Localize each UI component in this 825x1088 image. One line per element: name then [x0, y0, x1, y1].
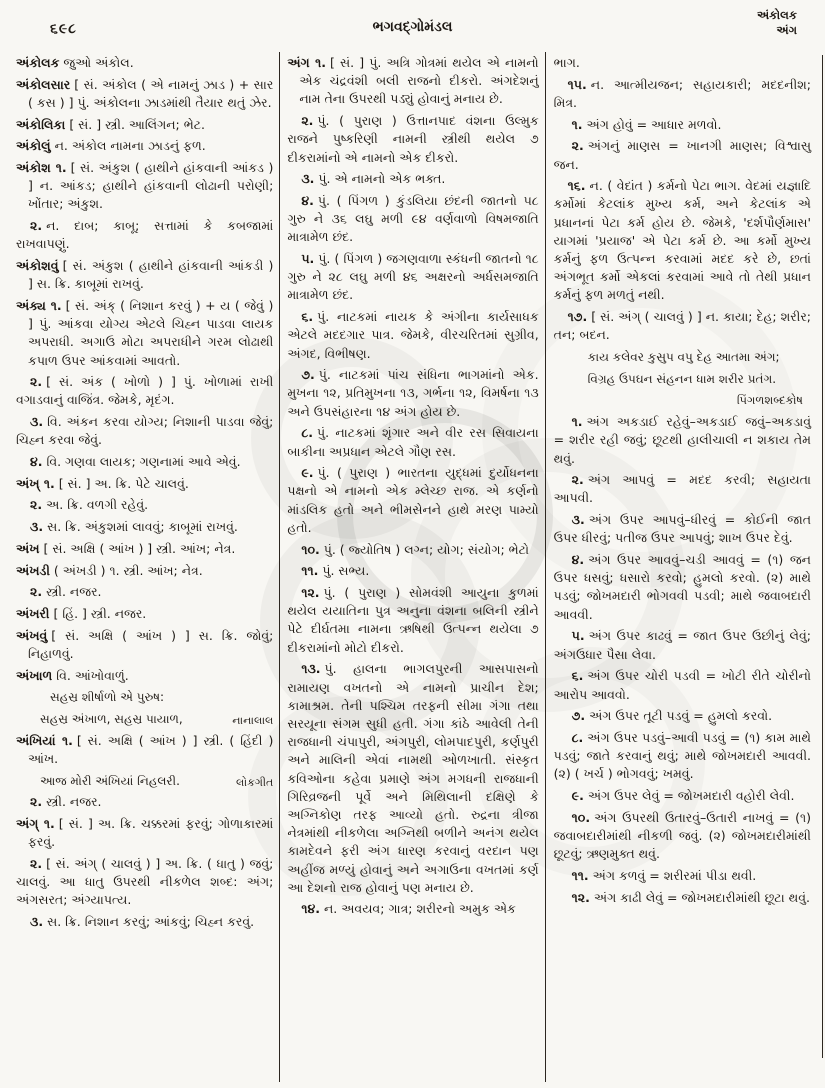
- headword: ૧૧.: [301, 563, 319, 579]
- paragraph-text: વિ. ગણવા લાયક; ગણનામાં આવે એવું.: [46, 454, 241, 470]
- dict-paragraph: [16, 583, 273, 601]
- paragraph-text: અંગ ઉપર કાઢવું = જાત ઉપર ઉછીનું લેવું; અંગઉધાર પૈસા લેવા.: [553, 628, 811, 662]
- paragraph-text: પિંગળશબ્દકોષ: [736, 393, 803, 408]
- dict-paragraph: [287, 464, 538, 537]
- paragraph-text: સહસ્ર શીર્ષાળો એ પુરુષ:: [50, 690, 165, 705]
- dict-paragraph: [554, 471, 811, 507]
- paragraph-text: ભાગ.: [553, 55, 580, 70]
- dict-paragraph: [554, 413, 811, 468]
- headword: ૭.: [301, 367, 315, 383]
- paragraph-text: પું. ( જ્યોતિષ ) લગ્ન; યોગ; સંયોગ; ભેટો: [323, 541, 530, 557]
- paragraph-text: પું. ( પિંગળ ) જગણવાળા સ્કંધની જાતનો ૧૮ ગુરુ ને ૨૮ લઘુ મળી ૪૬ અક્ષરનો અર્ધસમજાતિ માત્રામેળ છંદ.: [287, 251, 539, 303]
- headword: ૧૦.: [571, 809, 591, 825]
- headword: ૧૬.: [567, 178, 586, 194]
- paragraph-text: સ. ક્રિ. અંકુશમાં લાવવું; કાબૂમાં રાખવું.: [47, 519, 238, 535]
- paragraph-text: અંગ ઉપર લેવું = જોખમદારી વહોરી લેવી.: [587, 788, 795, 804]
- headword: ૫.: [571, 628, 585, 644]
- paragraph-text: કાય કલેવર કુસુપ વપુ દેહ આતમા અંગ;: [587, 350, 780, 365]
- paragraph-text: [ સં. અંકોલ ( એ નામનું ઝાડ ) + સાર ( કસ ) ] પું. અંકોલના ઝાડમાંથી તૈયાર થતું ઝેર.: [28, 76, 274, 110]
- paragraph-text: અંગ આપવું = મદદ કરવી; સહાયતા આપવી.: [553, 472, 811, 506]
- headword: અંગ ૧.: [287, 55, 327, 70]
- dict-paragraph: [287, 584, 538, 657]
- headword: ૧૩.: [301, 661, 321, 677]
- headword: ૪.: [571, 552, 585, 568]
- paragraph-text: અંગ ઉપર આવવું–ચડી આવવું = (૧) જન ઉપર ધસવું; ધસારો કરવો; હુમલો કરવો. (૨) માથે પડવું; જોખમદારી ભોગવવી પડવી; માથે જવાબદારી આવવી.: [553, 552, 811, 622]
- dict-paragraph: [16, 76, 273, 112]
- paragraph-text: સ્ત્રી. નજર.: [46, 794, 102, 810]
- dict-paragraph: [287, 366, 538, 421]
- catchword-bottom: અંગ: [776, 23, 797, 37]
- paragraph-text: [ સં. અક્ષિ ( આંખ ) ] સ. ક્રિ. જોવું; નિહાળવું.: [28, 627, 274, 661]
- headword: ૧.: [571, 116, 583, 132]
- dict-paragraph: [16, 475, 273, 493]
- headword: ૨.: [30, 497, 43, 513]
- paragraph-text: અંગ ઉપર તૂટી પડવું = હુમલો કરવો.: [589, 708, 773, 724]
- dict-paragraph: [287, 250, 538, 305]
- headword: ૩.: [571, 512, 585, 528]
- dict-paragraph: [16, 540, 273, 558]
- dict-paragraph: [16, 855, 273, 910]
- dict-paragraph: [16, 815, 273, 851]
- paragraph-text: [ હિં. ] સ્ત્રી. નજર.: [53, 605, 147, 621]
- dict-paragraph: [16, 373, 273, 409]
- headword: અંખડી: [16, 562, 50, 578]
- headword: ૧૫.: [567, 76, 587, 92]
- paragraph-text: ન. અવયવ; ગાત્ર; શરીરનો અમુક એક: [323, 901, 516, 917]
- page-number: ૬૯૮: [50, 21, 77, 37]
- paragraph-text: [ સં. અંકુશ ( હાથીને હાંકવાની આંકડ ) ] ન. આંકડ; હાથીને હાંકવાની લોઢાની પરોણી; ખોંતાર; અંકુશ.: [28, 160, 274, 212]
- paragraph-text: [ સં. અંકુશ ( હાથીને હાંકવાની આંકડી ) ] સ. ક્રિ. કાબૂમાં રાખવું.: [28, 258, 274, 292]
- dict-paragraph: [554, 308, 811, 344]
- headword: અંખ્ ૧.: [16, 475, 55, 491]
- paragraph-text: અંગ ઉપર ચોરી પડવી = ખોટી રીતે ચોરીનો આરોપ આવવો.: [553, 668, 811, 702]
- paragraph-text: પું. ( પુરાણ ) ભારતના યુદ્ધમાં દુર્યોધનના પક્ષનો એ નામનો એક મ્લેચ્છ રાજ. એ કર્ણનો માંડલિક હતો અને ભીમસેનને હાથે મરણ પામ્યો હતો.: [287, 465, 539, 535]
- dict-paragraph: [554, 627, 811, 663]
- paragraph-text: અંગ ઉપર આપવું–ધીરવું = કોઈની જાત ઉપર ધીરવું; પતીજ ઉપર આપવું; શાખ ઉપર દેવું.: [553, 512, 811, 546]
- paragraph-text: [ સં. ] પું. અત્રિ ગોત્રમાં થયેલ એ નામનો એક ચંદ્રવંશી બલી રાજનો દીકરો. અંગદેશનું નામ તેના ઉપરથી પડ્યું હોવાનું મનાય છે.: [299, 55, 539, 107]
- paragraph-text: અંગ અકડાઈ રહેવું–અકડાઈ જવું–અકડાવું = શરીર રહી જવું; છૂટથી હાલીચાલી ન શકાય તેમ થવું.: [553, 414, 811, 466]
- headword: ૫.: [301, 251, 315, 267]
- headword: ૧૨.: [301, 584, 320, 600]
- dict-paragraph: [287, 54, 538, 109]
- headword: ૧૪.: [301, 901, 320, 917]
- headword: ૨.: [571, 138, 584, 154]
- paragraph-text: ન. આત્મીયજન; સહાયકારી; મદદનીશ; મિત્ર.: [553, 76, 811, 110]
- dict-paragraph: [287, 562, 538, 580]
- dict-paragraph: [554, 551, 811, 624]
- dict-paragraph: [16, 732, 273, 768]
- dict-paragraph: [16, 627, 273, 663]
- headword: ૨.: [301, 113, 314, 129]
- paragraph-text: અંગ હોવું = આધાર મળવો.: [586, 116, 722, 132]
- paragraph-text: જુઓ અંકોલ.: [63, 55, 134, 70]
- dict-paragraph: [16, 297, 273, 370]
- dict-paragraph: [554, 116, 811, 134]
- paragraph-text: પું. નાટકમાં નાયક કે અંગીના કાર્યસાધક એટલે મદદગાર પાત્ર. જેમકે, વીરચરિતમાં સુગ્રીવ, અંગદ, વિભીષણ.: [287, 309, 539, 361]
- headword: ૨.: [30, 794, 43, 810]
- dict-paragraph: [287, 192, 538, 247]
- dict-paragraph: [554, 889, 811, 907]
- paragraph-text: પું. હાલના ભાગલપુરની આસપાસનો રામાયણ વખતનો એ નામનો પ્રાચીન દેશ; કામાશ્રમ. તેની પશ્ચિમ તરફની સીમા ગંગા તથા સરયૂના સંગમ સુધી હતી. ગંગા કાંઠે આવેલી તેની રાજધાની ચંપાપુરી, અંગપુરી, લોમપાદપુરી, કર્ણપુરી અને માલિની એવાં નામથી ઓળખાતી. સંસ્કૃત કવિઓના કહેવા પ્રમાણે અંગ મગધની રાજધાની ગિરિવ્રજની પૂર્વે અને મિથિલાની દક્ષિણે કે અગ્નિકોણ તરફ આવ્યો હતો. રુદ્રના ત્રીજા નેત્રમાંથી નીકળેલા અગ્નિથી બળીને અનંગ થયેલ કામદેવને ફરી અંગ ધારણ કરવાનું વરદાન પણ અહીંજ મળ્યું હોવાનું અને અગાઉના વખતમાં કર્ણ આ દેશનો રાજ હોવાનું પણ મનાય છે.: [287, 661, 539, 895]
- dict-paragraph: [16, 772, 273, 790]
- dict-paragraph: [16, 710, 273, 728]
- headword: અંકોલસાર: [16, 76, 71, 92]
- headword: ૧.: [571, 414, 583, 430]
- dict-paragraph: [16, 453, 273, 471]
- dict-paragraph: [16, 217, 273, 253]
- column-3: [546, 52, 813, 1082]
- headword: ૯.: [301, 465, 314, 481]
- headword: ૩.: [30, 519, 44, 535]
- paragraph-text: [ સં. અંગ્ ( ચાલવું ) ] ન. કાયા; દેહ; શરીર; તન; બદન.: [553, 309, 811, 343]
- headword: અંકોલું: [16, 138, 51, 154]
- paragraph-text: પું. નાટકમાં શૃંગાર અને વીર રસ સિવાયના બાકીના અપ્રધાન એટલે ગૌણ રસ.: [287, 425, 539, 459]
- dict-paragraph: [16, 605, 273, 623]
- dict-paragraph: [554, 391, 811, 409]
- paragraph-text: [ સં. ] અ. ક્રિ. ચક્કરમાં ફરવું; ગોળાકારમાં ફરવું.: [28, 816, 274, 850]
- column-2: [280, 52, 545, 1082]
- headword: અંખિયાં ૧.: [16, 732, 73, 748]
- headword: ૧૧.: [571, 867, 589, 883]
- headword: ૨.: [30, 374, 43, 390]
- dict-paragraph: [287, 900, 538, 918]
- dict-paragraph: [554, 707, 811, 725]
- dict-paragraph: [16, 913, 273, 931]
- headword: ૭.: [571, 708, 586, 724]
- catchwords: [757, 8, 797, 38]
- paragraph-text: અંગ ઉપર પડવું–આવી પડવું = (૧) કામ માથે પડવું; જાતે કરવાનું થવું; માથે જોખમદારી આવવી. (૨) ( ખર્ચ ) ભોગવવું; ખમવું.: [553, 729, 811, 782]
- headword: ૧૦.: [301, 541, 320, 557]
- paragraph-text: અ. ક્રિ. વળગી રહેવું.: [46, 497, 149, 513]
- dict-paragraph: [554, 370, 811, 388]
- paragraph-text: વિગ્રહ ઉપઘન સંહનન ધામ શરીર પ્રતંગ.: [587, 371, 777, 386]
- headword: ૩.: [30, 414, 44, 430]
- headword: ૨.: [30, 218, 43, 234]
- dictionary-columns: [14, 52, 813, 1082]
- right-edge-rule: [822, 55, 824, 1058]
- dict-paragraph: [16, 159, 273, 214]
- dict-paragraph: [16, 518, 273, 536]
- paragraph-text: [ સં. અંક્ ( નિશાન કરવું ) + ય ( જેવું ) ] પું. આંકવા યોગ્ય એટલે ચિહ્ન પાડવા લાયક અપરાધી. અગાઉ મોટા અપરાધીને ગરમ લોઢાથી કપાળ ઉપર આંકવામાં આવતો.: [28, 297, 274, 368]
- paragraph-text: સ્ત્રી. નજર.: [46, 584, 102, 600]
- paragraph-text: ન. ( વેદાંત ) કર્મનો પેટા ભાગ. વેદમાં યજ્ઞાદિ કર્મોમાં કેટલાંક મુખ્ય કર્મ, અને કેટલાંક એ પ્રધાનનાં પેટા કર્મ હોય છે. જેમકે, 'દર્શપૌર્ણમાસ' યાગમાં 'પ્રયાજ' એ પેટા કર્મ છે. આ કર્મો મુખ્ય કર્મનું ફળ ઉત્પન્ન કરવામાં મદદ કરે છે, છતાં અંગભૂત કર્મો એકલાં કરવામાં આવે તો તેથી પ્રધાન કર્મનું ફળ મળતું નથી.: [553, 178, 811, 303]
- dict-paragraph: [554, 511, 811, 547]
- headword: અંખાળ: [16, 667, 53, 683]
- dict-paragraph: [16, 496, 273, 514]
- paragraph-text: ન. દાબ; કાબૂ; સત્તામાં કે કબજામાં રાખવાપણું.: [16, 218, 274, 252]
- page-title: ભગવદ્ગોમંડલ: [372, 19, 453, 35]
- paragraph-text: [ સં. ] સ્ત્રી. આલિંગન; ભેટ.: [69, 116, 205, 132]
- dict-paragraph: [16, 54, 273, 72]
- headword: ૩.: [30, 914, 44, 930]
- dict-paragraph: [16, 257, 273, 293]
- dict-paragraph: [16, 116, 273, 134]
- page-header: [0, 0, 825, 50]
- headword: ૧૭.: [567, 309, 588, 325]
- catchword-top: અંકોલક: [757, 8, 797, 22]
- headword: ૪.: [30, 454, 43, 470]
- dict-paragraph: [287, 660, 538, 897]
- headword: અંખ: [16, 540, 40, 556]
- paragraph-text: અંગ કાઢી લેવું = જોખમદારીમાંથી છૂટા થવું.: [593, 889, 810, 905]
- paragraph-text: ન. અંકોલ નામના ઝાડનું ફળ.: [54, 138, 206, 154]
- headword: ૨.: [30, 855, 43, 871]
- dict-paragraph: [16, 413, 273, 449]
- paragraph-text: અંગ કળવું = શરીરમાં પીડા થવી.: [592, 867, 757, 883]
- paragraph-text: વિ. અંકન કરવા યોગ્ય; નિશાની પાડવા જેવું; ચિહ્ન કરવા જેવું.: [16, 414, 274, 448]
- dict-paragraph: [554, 809, 811, 864]
- paragraph-text: અંગનું માણસ = ખાનગી માણસ; વિશ્વાસુ જન.: [553, 138, 811, 172]
- dict-paragraph: [554, 348, 811, 366]
- headword: અંખવું: [16, 627, 48, 643]
- headword: ૬.: [301, 309, 314, 325]
- headword: ૮.: [571, 729, 584, 745]
- dict-paragraph: [554, 137, 811, 173]
- paragraph-text: પું. ( પુરાણ ) ઉત્તાનપાદ વંશના ઉલ્મુક રાજને પુષ્કરિણી નામની સ્ત્રીથી થયેલ ૭ દીકરામાંનો એ નામનો એક દીકરો.: [287, 113, 539, 165]
- headword: ૨.: [571, 472, 584, 488]
- quote-attribution: નાનાલાલ: [232, 714, 274, 727]
- paragraph-text: [ સં. અંક ( ખોળો ) ] પું. ખોળામાં રાખી વગાડવાનું વાજિંત્ર. જેમકે, મૃદંગ.: [16, 374, 274, 408]
- dict-paragraph: [287, 424, 538, 460]
- paragraph-text: [ સં. અંગ્ ( ચાલવું ) ] અ. ક્રિ. ( ધાતુ ) જવું; ચાલવું. આ ધાતુ ઉપરથી નીકળેલ શબ્દ: અંગ; અંગસરત; અંગ્યાપત્ય.: [16, 855, 274, 908]
- dict-paragraph: [16, 688, 273, 706]
- dict-paragraph: [554, 787, 811, 805]
- dict-paragraph: [287, 541, 538, 559]
- dict-paragraph: [287, 308, 538, 363]
- paragraph-text: પું. ( પિંગળ ) કુંડલિયા છંદની જાતનો ૫૮ ગુરુ ને ૩૬ લઘુ મળી ૯૪ વર્ણવાળો વિષમજાતિ માત્રામેળ છંદ.: [287, 192, 539, 245]
- headword: ૪.: [301, 192, 314, 208]
- quote-attribution: લોકગીત: [236, 775, 274, 789]
- paragraph-text: વિ. આંખોવાળું.: [56, 667, 129, 683]
- headword: અંકોલક: [16, 55, 60, 70]
- headword: અંકોલિકા: [16, 116, 66, 132]
- headword: અંક્ય ૧.: [16, 297, 62, 313]
- dict-paragraph: [16, 137, 273, 155]
- dict-paragraph: [554, 867, 811, 885]
- paragraph-text: સહસ્ર અંખાળ, સહસ્ર પાયાળ,: [40, 712, 183, 726]
- dict-paragraph: [554, 667, 811, 703]
- paragraph-text: પું. ( પુરાણ ) સોમવંશી આયુના કુળમાં થયેલ યયાતિના પુત્ર અનુના વંશના બલિની સ્ત્રીને પેટે દીર્ઘતમા નામના ઋષિથી ઉત્પન્ન થયેલા ૭ દીકરામાંનો મોટો દીકરો.: [287, 584, 539, 655]
- paragraph-text: [ સં. ] અ. ક્રિ. પેટે ચાલવું.: [58, 475, 189, 491]
- dict-paragraph: [554, 76, 811, 112]
- paragraph-text: ( અંખડી ) ૧. સ્ત્રી. આંખ; નેત્ર.: [53, 562, 203, 578]
- paragraph-text: સ. ક્રિ. નિશાન કરવું; આંકવું; ચિહ્ન કરવું.: [47, 914, 255, 930]
- dict-paragraph: [16, 667, 273, 685]
- paragraph-text: આજ મોરી અંખિયાં નિહલરી.: [40, 773, 180, 788]
- dict-paragraph: [16, 562, 273, 580]
- dict-paragraph: [287, 112, 538, 167]
- dict-paragraph: [554, 729, 811, 784]
- paragraph-text: અંગ ઉપરથી ઉતારવું–ઉતારી નાખવું = (૧) જવાબદારીમાંથી નીકળી જવું. (૨) જોખમદારીમાંથી છૂટવું; ઋણમુક્ત થવું.: [553, 809, 811, 862]
- dict-paragraph: [16, 793, 273, 811]
- paragraph-text: [ સં. અક્ષિ ( આંખ ) ] સ્ત્રી. ( હિંદી ) આંખ.: [28, 732, 274, 766]
- headword: ૧૨.: [571, 889, 590, 905]
- column-1: [14, 52, 280, 1082]
- headword: અંકોશવું: [16, 258, 59, 274]
- headword: ૬.: [571, 668, 584, 684]
- paragraph-text: પું. નાટકમાં પાંચ સંધિના ભાગમાંનો એક. મુખના ૧૨, પ્રતિમુખના ૧૩, ગર્ભના ૧૨, વિમર્ષના ૧૩ અને ઉપસંહારના ૧૪ અંગ હોય છે.: [287, 367, 539, 419]
- headword: ૩.: [301, 171, 315, 187]
- dict-paragraph: [554, 54, 811, 72]
- paragraph-text: [ સં. અક્ષિ ( આંખ ) ] સ્ત્રી. આંખ; નેત્ર.: [43, 540, 236, 556]
- headword: ૮.: [301, 425, 313, 441]
- headword: અંખરી: [16, 605, 50, 621]
- paragraph-text: પું. એ નામનો એક ભક્ત.: [318, 171, 446, 187]
- headword: અંકોશ ૧.: [16, 160, 67, 176]
- headword: અંગ્ ૧.: [16, 816, 55, 832]
- dict-paragraph: [287, 170, 538, 188]
- headword: ૨.: [30, 584, 43, 600]
- headword: ૯.: [571, 788, 584, 804]
- paragraph-text: પું. સભ્ય.: [322, 563, 370, 579]
- dict-paragraph: [554, 177, 811, 304]
